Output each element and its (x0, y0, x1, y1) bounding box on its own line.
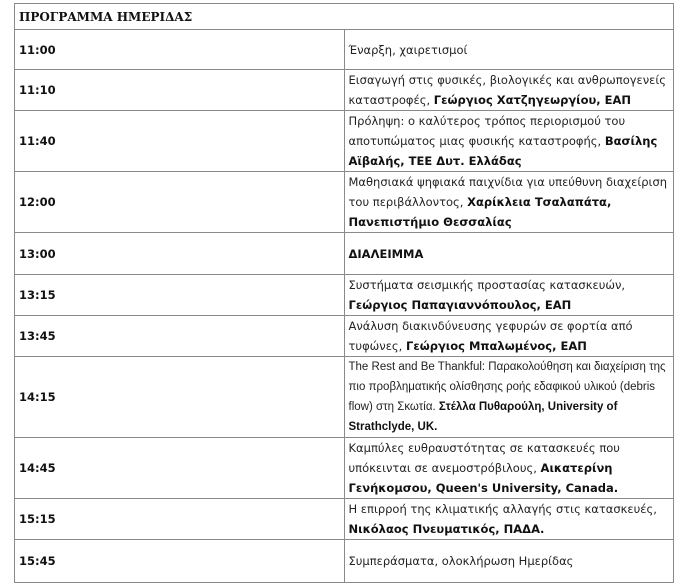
talk-title: Μαθησιακά ψηφιακά παιχνίδια για υπεύθυνη διαχείριση του περιβάλλοντος, (348, 175, 668, 209)
time-cell: 11:40 (15, 111, 345, 172)
schedule-title: ΠΡΟΓΡΑΜΜΑ ΗΜΕΡΙΔΑΣ (15, 4, 674, 30)
talk-title: Ανάλυση διακινδύνευσης γεφυρών σε φορτία από τυφώνες, (348, 319, 633, 353)
table-row (15, 172, 674, 233)
talk-title: Η επιρροή της κλιματικής αλλαγής στις κατασκευές, (348, 502, 657, 516)
table-row (15, 438, 674, 499)
description-cell (344, 499, 674, 540)
speaker-name: Χαρίκλεια Τσαλαπάτα, Πανεπιστήμιο Θεσσαλίας (348, 195, 612, 229)
time-cell: 13:45 (15, 316, 345, 357)
time-cell: 14:45 (15, 438, 345, 499)
talk-title: Εισαγωγή στις φυσικές, βιολογικές και ανθρωπογενείς καταστροφές, (348, 73, 667, 107)
description-cell (344, 233, 674, 275)
time-cell: 12:00 (15, 172, 345, 233)
break-label: ΔΙΑΛΕΙΜΜΑ (348, 246, 424, 261)
time-cell: 15:45 (15, 540, 345, 583)
speaker-name: Στέλλα Πυθαρούλη, University of Strathclyde, UK. (348, 401, 618, 433)
table-row (15, 540, 674, 583)
description-cell (344, 275, 674, 316)
talk-title: Πρόληψη: ο καλύτερος τρόπος περιορισμού του αποτυπώματος μιας φυσικής καταστροφής, (348, 114, 626, 148)
time-cell: 11:10 (15, 70, 345, 111)
description-cell (344, 70, 674, 111)
talk-title: Συμπεράσματα, ολοκλήρωση Ημερίδας (348, 554, 574, 568)
table-row (15, 357, 674, 438)
speaker-name: Γεώργιος Χατζηγεωργίου, ΕΑΠ (433, 93, 632, 107)
time-cell: 13:00 (15, 233, 345, 275)
time-cell: 14:15 (15, 357, 345, 438)
talk-title: The Rest and Be Thankful: Παρακολούθηση και διαχείριση της πιο προβληματικής ολίσθησης ροής εδαφικού υλικού (debris flow) στη Σκωτία. (348, 361, 666, 413)
time-cell: 11:00 (15, 30, 345, 70)
table-row (15, 275, 674, 316)
speaker-name: Γεώργιος Παπαγιαννόπουλος, ΕΑΠ (348, 298, 572, 312)
description-cell (344, 30, 674, 70)
table-row (15, 70, 674, 111)
speaker-name: Νικόλαος Πνευματικός, ΠΑΔΑ. (348, 522, 545, 536)
table-header-row (15, 4, 674, 30)
talk-title: Καμπύλες ευθραυστότητας σε κατασκευές που υπόκεινται σε ανεμοστρόβιλους, (348, 441, 620, 475)
time-cell: 15:15 (15, 499, 345, 540)
talk-title: Συστήματα σεισμικής προστασίας κατασκευών, (348, 278, 626, 292)
table-row (15, 499, 674, 540)
speaker-name: Βασίλης Αϊβαλής, ΤΕΕ Δυτ. Ελλάδας (348, 134, 658, 168)
table-row (15, 316, 674, 357)
table-row (15, 111, 674, 172)
speaker-name: Αικατερίνη Γενήκομσου, Queen's University, Canada. (348, 461, 619, 495)
talk-title: Έναρξη, χαιρετισμοί (348, 42, 468, 57)
description-cell (344, 438, 674, 499)
time-cell: 13:15 (15, 275, 345, 316)
table-row (15, 233, 674, 275)
description-cell (344, 357, 674, 438)
schedule-table (14, 3, 674, 583)
description-cell (344, 172, 674, 233)
description-cell (344, 111, 674, 172)
description-cell (344, 316, 674, 357)
description-cell (344, 540, 674, 583)
table-row (15, 30, 674, 70)
speaker-name: Γεώργιος Μπαλωμένος, ΕΑΠ (406, 339, 587, 353)
